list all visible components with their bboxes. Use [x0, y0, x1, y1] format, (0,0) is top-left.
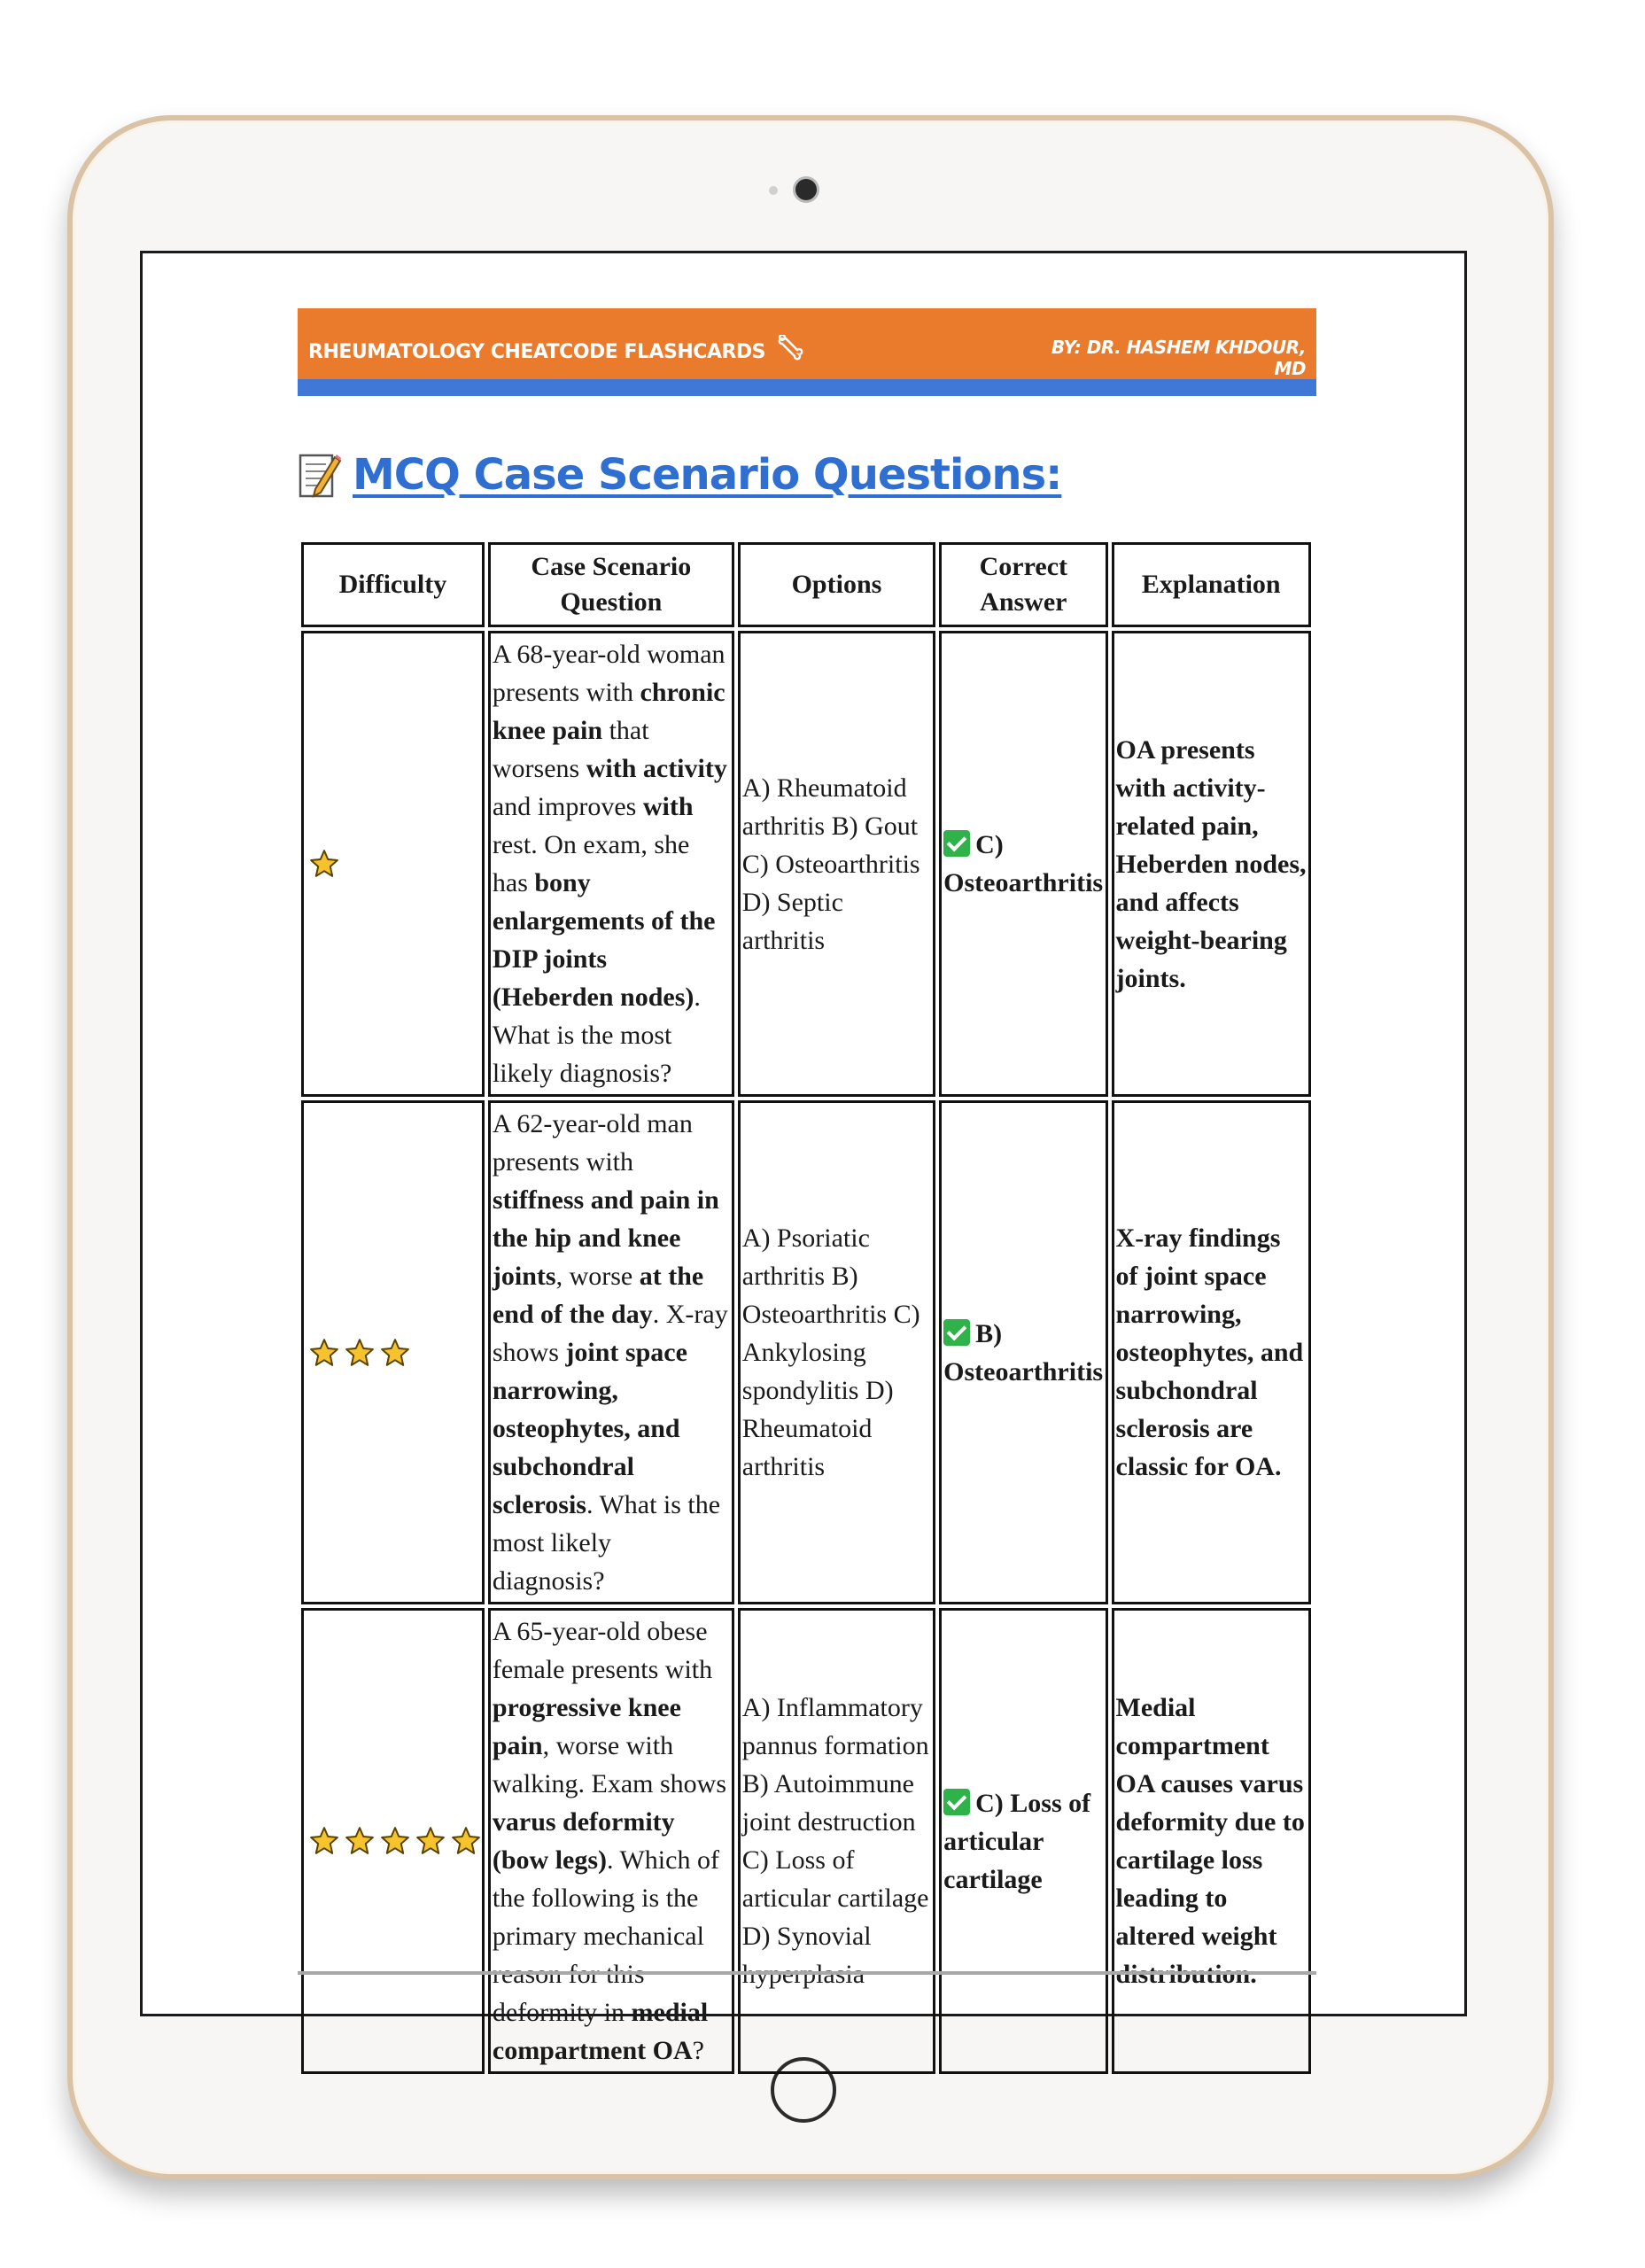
question-text-segment: A 68-year-old woman presents with	[492, 640, 726, 707]
question-text-segment: medial compartment OA	[492, 1998, 709, 2065]
options-cell: A) Psoriatic arthritis B) Osteoarthritis C) Ankylosing spondylitis D) Rheumatoid arthritis	[738, 1100, 935, 1604]
difficulty-cell	[301, 1100, 485, 1604]
column-header-answer: Correct Answer	[939, 542, 1107, 627]
column-header-question: Case Scenario Question	[488, 542, 734, 627]
answer-cell	[939, 631, 1107, 1097]
question-text-segment: with activity	[586, 754, 727, 783]
header-title	[308, 335, 803, 367]
column-header-explanation: Explanation	[1112, 542, 1311, 627]
star-icon	[451, 1826, 481, 1856]
options-cell: A) Inflammatory pannus formation B) Autoimmune joint destruction C) Loss of articular cartilage D) Synovial	[738, 1608, 935, 2074]
column-header-options: Options	[738, 542, 935, 627]
question-text-segment: , worse with walking. Exam shows	[492, 1731, 727, 1798]
star-icon	[309, 1338, 339, 1368]
sensor-dot	[769, 186, 778, 195]
checkmark-icon	[943, 1319, 970, 1346]
explanation-cell: X-ray findings of joint space narrowing, osteophytes, and subchondral sclerosis are classic for OA.	[1112, 1100, 1311, 1604]
star-icon	[380, 1338, 410, 1368]
page-title-row	[298, 443, 1061, 507]
star-icon	[345, 1338, 375, 1368]
explanation-cell: Medial compartment OA causes varus deformity due to cartilage loss leading to altered weight	[1112, 1608, 1311, 2074]
question-text-segment: A 62-year-old man presents with	[492, 1109, 693, 1177]
question-text-segment: . X-ray shows	[492, 1300, 728, 1367]
question-text-segment: with	[642, 792, 694, 821]
question-text-segment: that worsens	[492, 716, 649, 783]
question-cell	[488, 1100, 734, 1604]
answer-cell	[939, 1608, 1107, 2074]
star-icon	[415, 1826, 446, 1856]
star-icon	[309, 1826, 339, 1856]
question-text-segment: joint space narrowing, osteophytes, and subchondral sclerosis	[492, 1338, 687, 1519]
checkmark-icon	[943, 830, 970, 857]
question-text-segment: A 65-year-old obese female presents with	[492, 1617, 713, 1684]
table-row	[301, 1608, 1311, 2074]
correct-answer-text: C) Osteoarthritis	[943, 830, 1104, 897]
table-row	[301, 631, 1311, 1097]
question-text-segment: . Which of the following is the primary mechanical deformity in	[492, 1845, 719, 2027]
star-icon	[309, 849, 339, 879]
memo-icon	[298, 450, 342, 500]
mcq-table	[298, 539, 1315, 2078]
star-icon	[380, 1826, 410, 1856]
bone-icon	[777, 335, 803, 367]
header-title-text: RHEUMATOLOGY CHEATCODE FLASHCARDS	[308, 341, 766, 363]
question-text-segment: and improves	[492, 792, 643, 821]
header-author: BY: DR. HASHEM KHDOUR, MD	[1051, 337, 1306, 379]
correct-answer-text: C) Loss of articular cartilage	[943, 1788, 1091, 1894]
question-text-segment: chronic knee pain	[492, 678, 726, 745]
options-cell: A) Rheumatoid arthritis B) Gout C) Osteoarthritis D) Septic arthritis	[738, 631, 935, 1097]
question-text-segment: bony enlargements of the DIP joints (Heberden nodes)	[492, 868, 716, 1012]
table-header-row	[301, 542, 1311, 627]
star-icon	[345, 1826, 375, 1856]
answer-cell	[939, 1100, 1107, 1604]
question-text-segment: rest. On exam, she has	[492, 830, 690, 897]
table-row	[301, 1100, 1311, 1604]
explanation-cell: OA presents with activity-related pain, Heberden nodes, and affects weight-bearing joints.	[1112, 631, 1311, 1097]
question-text-segment: . What is the most likely diagnosis?	[492, 983, 701, 1088]
question-text-segment: ?	[692, 2036, 704, 2065]
question-text-segment: at the end of the day	[492, 1262, 704, 1329]
bottom-divider	[298, 1971, 1316, 1975]
column-header-difficulty: Difficulty	[301, 542, 485, 627]
question-cell	[488, 1608, 734, 2074]
question-text-segment: varus deformity (bow legs)	[492, 1807, 675, 1875]
question-cell	[488, 631, 734, 1097]
correct-answer-text: B) Osteoarthritis	[943, 1318, 1104, 1386]
difficulty-cell	[301, 631, 485, 1097]
difficulty-cell	[301, 1608, 485, 2074]
question-text-segment: progressive knee pain	[492, 1693, 681, 1760]
page-title: MCQ Case Scenario Questions:	[353, 450, 1062, 500]
question-text-segment: . What is the most likely diagnosis?	[492, 1490, 721, 1596]
question-text-segment: stiffness and pain in the hip and knee joints	[492, 1185, 719, 1291]
checkmark-icon	[943, 1789, 970, 1815]
camera-icon	[795, 179, 817, 200]
question-text-segment: , worse	[555, 1262, 640, 1291]
header-underline	[298, 379, 1316, 396]
